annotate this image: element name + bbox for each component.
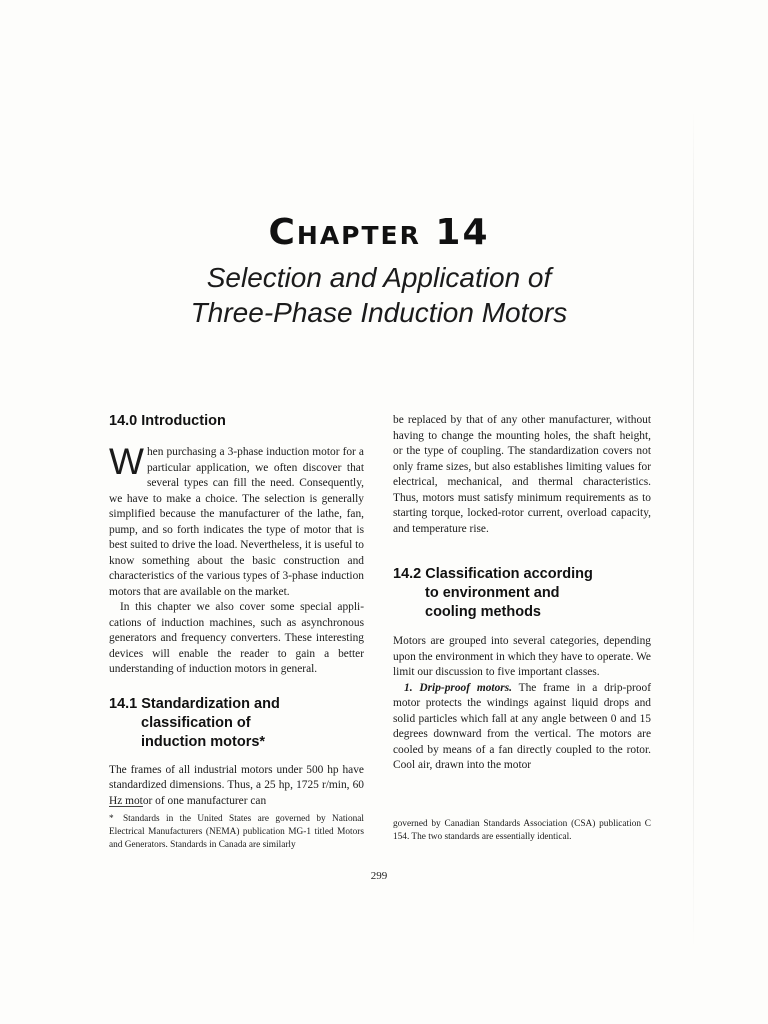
section-14-1-heading-line-1: 14.1 Standardization and: [109, 695, 280, 712]
footnote-left-text: Standards in the United States are governed by National Electrical Manufacturers (NEMA) publication MG-1 titled Motors and Generators. Standards in Canada are similarly: [109, 814, 364, 850]
intro-paragraph-1: [109, 441, 364, 600]
footnote-left: [109, 813, 364, 852]
right-column: [393, 413, 651, 774]
drip-proof-paragraph: [393, 681, 651, 774]
chapter-title-line-1: Selection and Application of: [206, 262, 552, 293]
drip-proof-text: The frame in a drip-proof motor protects the windings against liquid drops and solid particles which fall at any angle between 0 and 15 degrees downward from the vertical. The motors are cooled by means of a fan directly coupled to the rotor. Cool air, drawn into the motor: [393, 681, 651, 771]
page-number: 299: [370, 870, 388, 882]
section-14-2-heading-line-3: cooling methods: [425, 604, 541, 620]
section-14-2-heading-line-1: 14.2 Classification according: [393, 566, 593, 582]
footnote-mark: *: [109, 814, 114, 824]
footnote-rule: [109, 806, 143, 807]
left-column: [109, 412, 364, 809]
section-14-1-heading-line-2: classification of: [141, 714, 251, 731]
chapter-heading: Chapter 14: [268, 212, 490, 253]
standardization-paragraph-continued: be replaced by that of any other manufacturer, without having to change the mounting holes, the shaft height, or the type of coupling. The standardization covers not only frame sizes, but also establishes limiting values for electrical, mechanical, and thermal characteristics. Thus, motors must satisfy minimum requirements as to starting torque, locked-rotor current, overload capacity, and temperature rise.: [393, 414, 651, 535]
footnote-right: governed by Canadian Standards Association (CSA) publication C 154. The two standards are essentially identical.: [393, 819, 651, 842]
drop-cap: W: [109, 441, 144, 482]
section-14-2-heading: [393, 565, 651, 622]
classification-paragraph-1: Motors are grouped into several categories, depending upon the environment in which they have to operate. We limit our discussion to five important classes.: [393, 635, 651, 678]
drip-proof-run-in-heading: 1. Drip-proof motors.: [404, 681, 512, 694]
standardization-paragraph-1: The frames of all industrial motors under 500 hp have standardized dimensions. Thus, a 25 hp, 1725 r/min, 60 Hz motor of one manufacturer can: [109, 763, 364, 807]
section-14-2-heading-line-2: to environment and: [425, 585, 560, 601]
scan-edge-shadow: [693, 110, 694, 950]
intro-paragraph-2: In this chapter we also cover some special applications of induction machines, such as asynchronous generators and frequency converters. These interesting devices will enable the reader to gain a better understanding of induction motors in general.: [109, 601, 364, 675]
section-14-1-heading-line-3: induction motors*: [141, 733, 266, 750]
section-14-0-heading: 14.0 Introduction: [109, 413, 226, 429]
intro-paragraph-1-text: hen purchasing a 3-phase induction motor for a particular application, we often discover that several types can fill the need. Consequently, we have to make a choice. The selection is generally simplified because the manufacturer of the lathe, fan, pump, and so forth indicates the type of motor that is best suited to drive the load. Nevertheless, it is useful to know something about the basic construction and characteristics of the various types of 3-phase induction motors that are available on the market.: [109, 446, 364, 598]
chapter-title-line-2: Three-Phase Induction Motors: [190, 297, 568, 328]
section-14-1-heading: [109, 695, 364, 752]
